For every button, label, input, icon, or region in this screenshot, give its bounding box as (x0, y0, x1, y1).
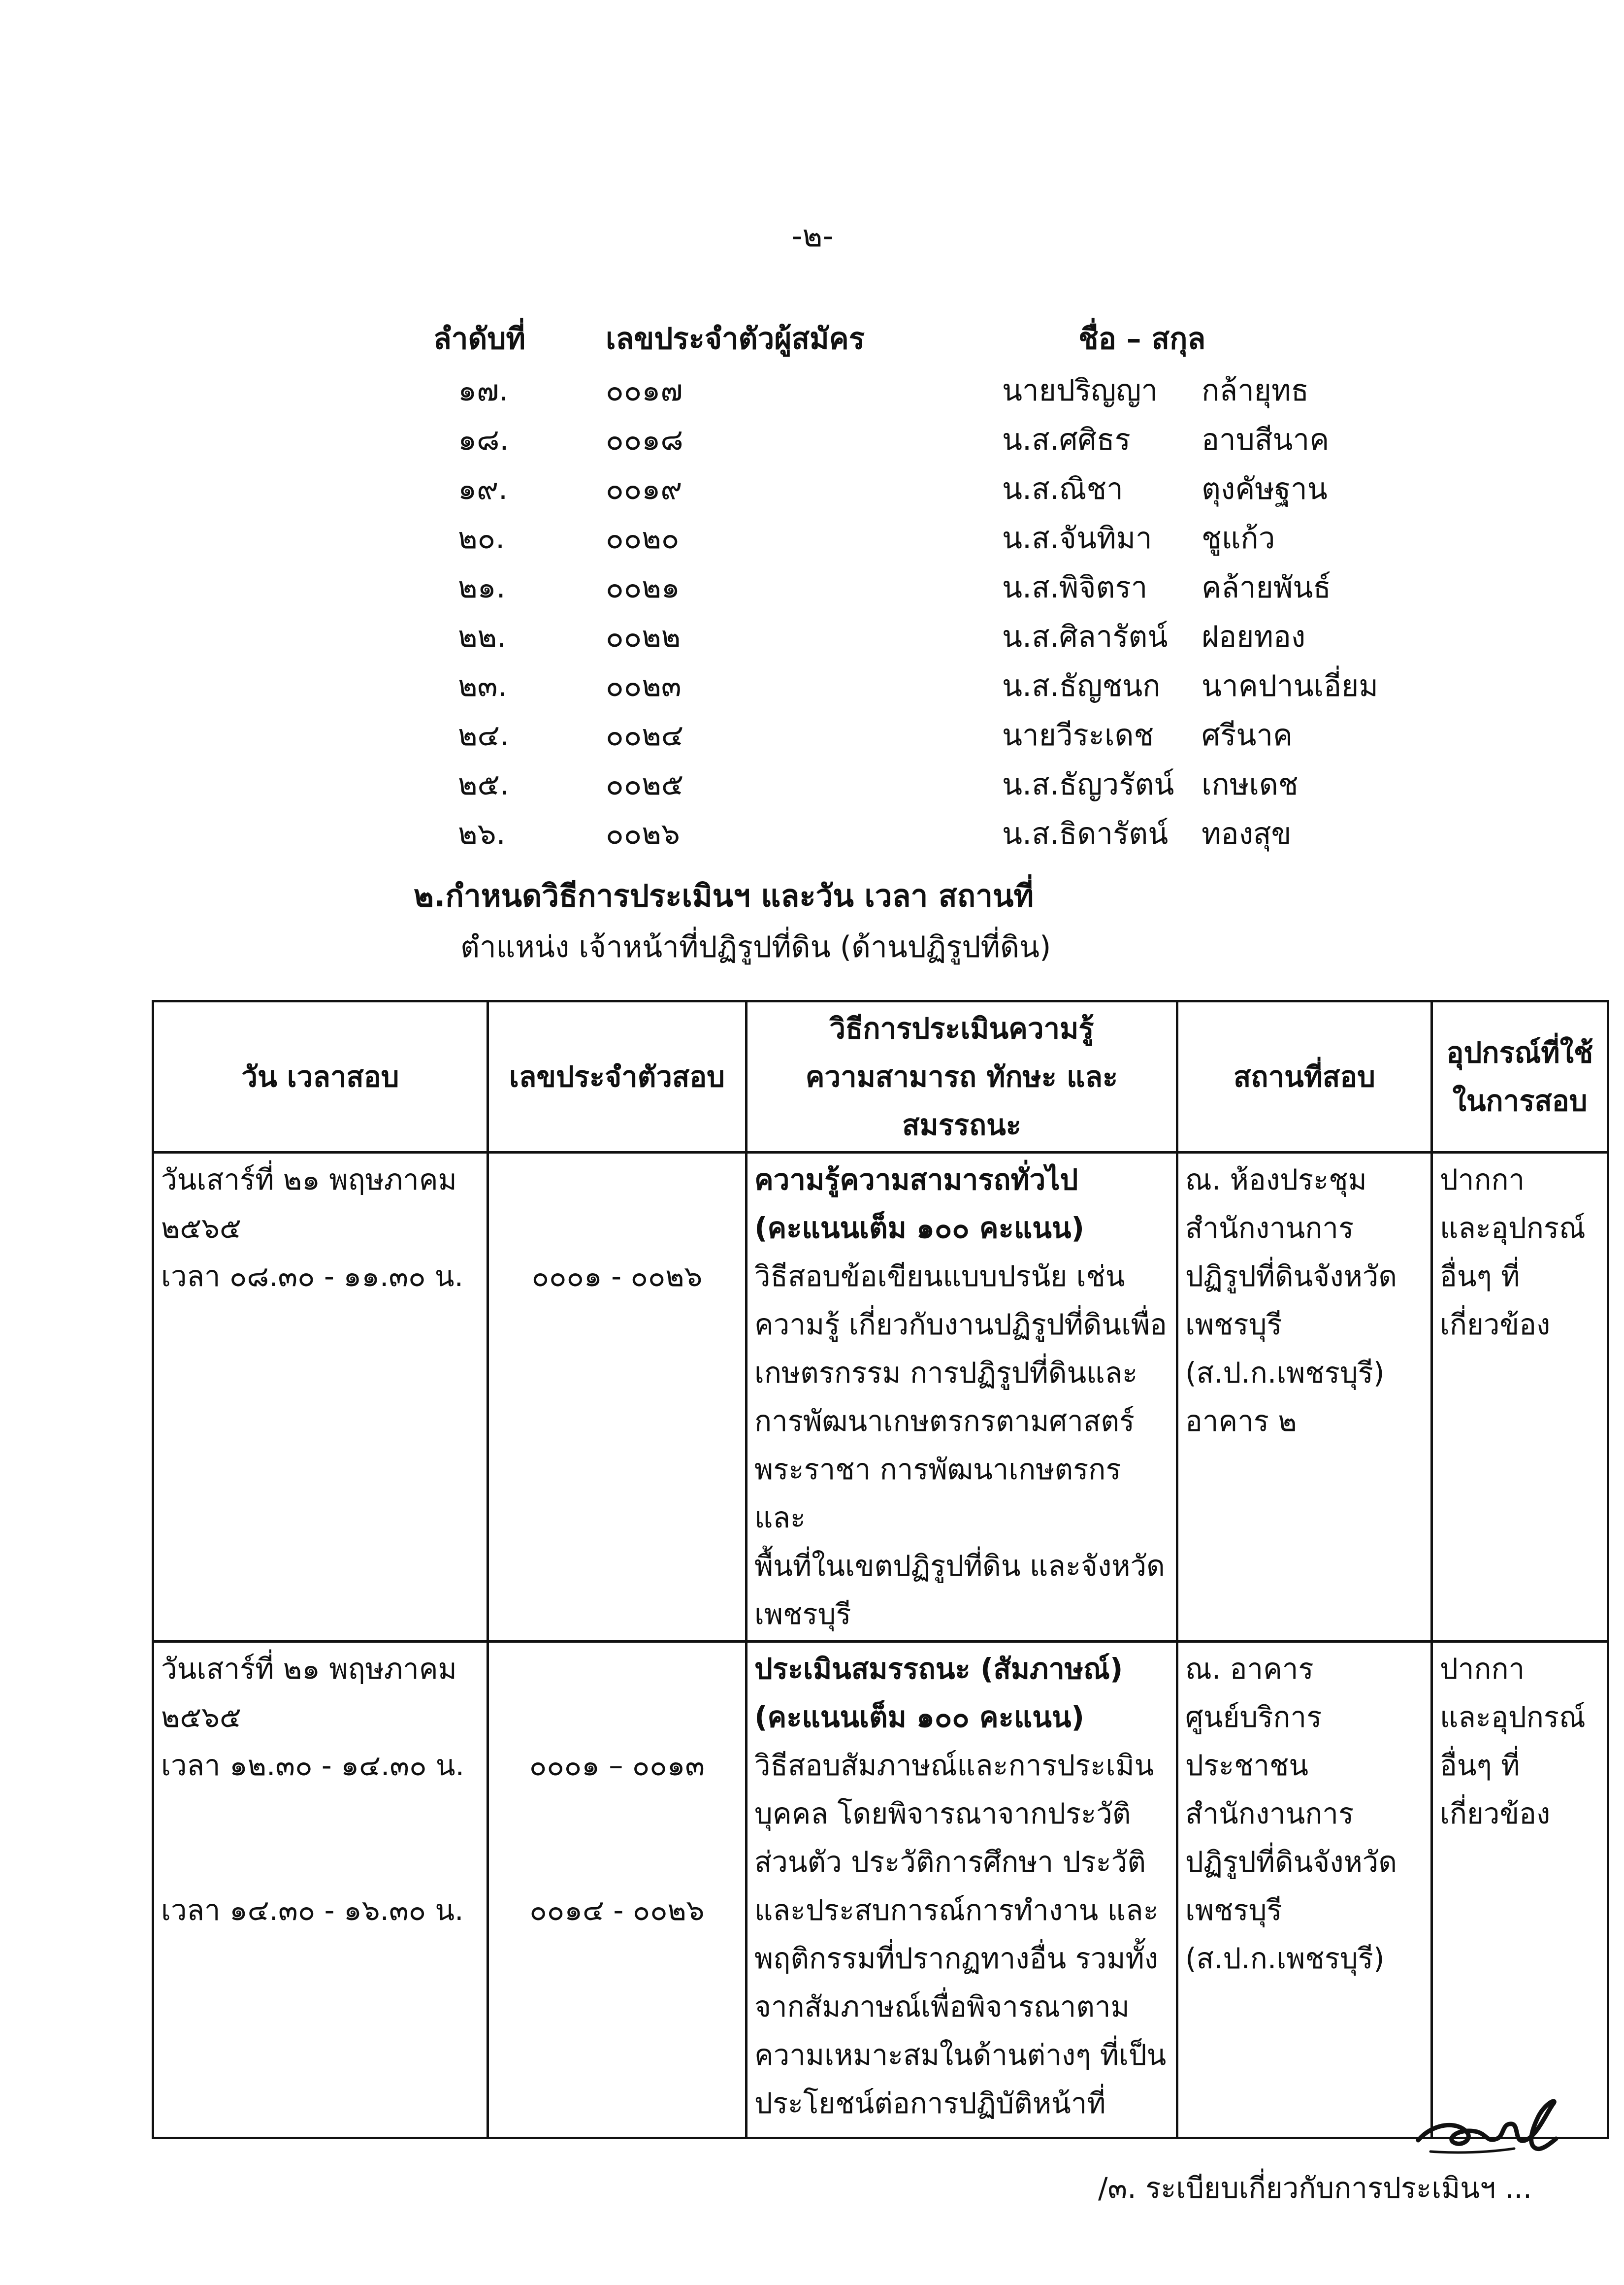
cell-line: เพชรบุรี (754, 1597, 851, 1631)
row-applicant-id: ๐๐๒๓ (606, 669, 682, 703)
row-last-name: ตุงคัษฐาน (1202, 472, 1328, 506)
row2-date: วันเสาร์ที่ ๒๑ พฤษภาคม ๒๕๖๕ เวลา ๑๒.๓๐ - ๑๔.๓๐ น. เวลา ๑๔.๓๐ - ๑๖.๓๐ น. (153, 1642, 488, 2138)
row-last-name: กล้ายุทธ (1202, 373, 1309, 408)
row-number: ๒๑. (458, 570, 506, 605)
row-first-name: นายปริญญา (1002, 373, 1158, 408)
row-applicant-id: ๐๐๑๙ (606, 472, 682, 506)
row-first-name: น.ส.ธิดารัตน์ (1002, 817, 1169, 851)
cell-line: บุคคล โดยพิจารณาจากประวัติ (754, 1797, 1131, 1830)
cell-line: (ส.ป.ก.เพชรบุรี) (1185, 1356, 1385, 1390)
cell-line: เพชรบุรี (1185, 1308, 1282, 1341)
cell-line: ความรู้ เกี่ยวกับงานปฏิรูปที่ดินเพื่อ (754, 1308, 1167, 1341)
cell-line: ประโยชน์ต่อการปฏิบัติหน้าที่ (754, 2086, 1106, 2120)
cell-line: ณ. อาคาร (1185, 1652, 1314, 1686)
list-header-name: ชื่อ – สกุล (1078, 322, 1206, 356)
cell-line: ศูนย์บริการ (1185, 1700, 1322, 1734)
row-first-name: น.ส.ธัญชนก (1002, 669, 1161, 703)
signature (1413, 2093, 1561, 2162)
section-2-subtitle: ตำแหน่ง เจ้าหน้าที่ปฏิรูปที่ดิน (ด้านปฏิรูปที่ดิน) (460, 930, 1051, 964)
cell-line: ณ. ห้องประชุม (1185, 1163, 1367, 1196)
cell-line: การพัฒนาเกษตรกรตามศาสตร์ (754, 1404, 1135, 1438)
row-applicant-id: ๐๐๒๐ (606, 521, 680, 556)
list-header-no: ลำดับที่ (433, 322, 526, 356)
row-applicant-id: ๐๐๒๔ (606, 718, 684, 753)
row2-tools (1432, 1642, 1608, 2138)
cell-line: วิธีสอบสัมภาษณ์และการประเมิน (754, 1749, 1154, 1782)
section-2-title: ๒.กำหนดวิธีการประเมินฯ และวัน เวลา สถานที่ (414, 878, 1034, 914)
row-number: ๒๒. (458, 620, 507, 654)
row-applicant-id: ๐๐๒๕ (606, 767, 684, 802)
row-first-name: น.ส.ศิลารัตน์ (1002, 620, 1168, 654)
cell-line: เกี่ยวข้อง (1440, 1797, 1551, 1830)
row-number: ๒๓. (458, 669, 507, 703)
cell-line: ปฏิรูปที่ดินจังหวัด (1185, 1259, 1397, 1293)
row-first-name: น.ส.ศศิธร (1002, 423, 1131, 457)
row-last-name: เกษเดช (1202, 767, 1299, 802)
th-tools: อุปกรณ์ที่ใช้ ในการสอบ (1432, 1001, 1608, 1153)
cell-line: พฤติกรรมที่ปรากฏทางอื่น รวมทั้ง (754, 1942, 1159, 1975)
cell-line: ปฏิรูปที่ดินจังหวัด (1185, 1845, 1397, 1879)
cell-line: ปากกา (1440, 1652, 1525, 1686)
row-first-name: นายวีระเดช (1002, 718, 1154, 753)
row-first-name: น.ส.จันทิมา (1002, 521, 1152, 556)
row-number: ๒๖. (458, 817, 506, 851)
row-applicant-id: ๐๐๒๖ (606, 817, 680, 851)
row-last-name: นาคปานเอี่ยม (1202, 669, 1378, 703)
list-header-id: เลขประจำตัวผู้สมัคร (606, 322, 865, 356)
row-applicant-id: ๐๐๒๒ (606, 620, 681, 654)
cell-line: อื่นๆ ที่ (1440, 1259, 1520, 1293)
row-number: ๒๐. (458, 521, 505, 556)
cell-line: และประสบการณ์การทำงาน และ (754, 1893, 1159, 1927)
row-last-name: คล้ายพันธ์ (1202, 570, 1331, 605)
row-last-name: ศรีนาค (1202, 718, 1293, 753)
cell-line: เพชรบุรี (1185, 1893, 1282, 1927)
cell-line: ปากกา (1440, 1163, 1525, 1196)
table-row (153, 1153, 1608, 1642)
row-number: ๒๔. (458, 718, 510, 753)
th-method: วิธีการประเมินความรู้ ความสามารถ ทักษะ และ สมรรถนะ (747, 1001, 1177, 1153)
th-date: วัน เวลาสอบ (153, 1001, 488, 1153)
cell-line: อาคาร ๒ (1185, 1404, 1297, 1438)
row1-range: ๐๐๐๑ - ๐๐๒๖ (488, 1153, 747, 1642)
row-last-name: ชูแก้ว (1202, 521, 1275, 556)
row1-place (1177, 1153, 1432, 1642)
cell-line: และอุปกรณ์ (1440, 1700, 1586, 1734)
row-last-name: ทองสุข (1202, 817, 1292, 851)
cell-line: ประชาชน (1185, 1749, 1309, 1782)
page-number: -๒- (791, 218, 834, 254)
cell-line: อื่นๆ ที่ (1440, 1749, 1520, 1782)
cell-line: เกษตรกรรม การปฏิรูปที่ดินและ (754, 1356, 1138, 1390)
row-number: ๒๕. (458, 767, 510, 802)
row-last-name: อาบสีนาค (1202, 423, 1330, 457)
cell-line: สำนักงานการ (1185, 1797, 1354, 1830)
cell-line: เกี่ยวข้อง (1440, 1308, 1551, 1341)
row-number: ๑๘. (458, 423, 509, 457)
row2-method: ประเมินสมรรถนะ (สัมภาษณ์) (คะแนนเต็ม ๑๐๐ คะแนน) วิธีสอบสัมภาษณ์และการประเมิน บุคคล โดยพิจารณาจากประวัติ ส่วนตัว ประวัติการศึกษา ประวัติ และประสบการณ์การทำงาน และ พฤติกรรมที่ปรากฏทางอื่น รวมทั้ง จากสัมภาษณ์เพื่อพิจารณาตาม ความเหมาะสมในด้านต่างๆ ที่เป็น ประโยชน์ต่อการปฏิบัติหน้าที่ (747, 1642, 1177, 2138)
row2-range: ๐๐๐๑ – ๐๐๑๓ ๐๐๑๔ - ๐๐๒๖ (488, 1642, 747, 2138)
cell-line: ส่วนตัว ประวัติการศึกษา ประวัติ (754, 1845, 1146, 1879)
footer-continuation: /๓. ระเบียบเกี่ยวกับการประเมินฯ ... (1098, 2171, 1532, 2205)
row-first-name: น.ส.พิจิตรา (1002, 570, 1148, 605)
row1-tools (1432, 1153, 1608, 1642)
cell-line: จากสัมภาษณ์เพื่อพิจารณาตาม (754, 1990, 1130, 2023)
row-applicant-id: ๐๐๑๘ (606, 423, 683, 457)
th-exam-id: เลขประจำตัวสอบ (488, 1001, 747, 1153)
th-place: สถานที่สอบ (1177, 1001, 1432, 1153)
row-first-name: น.ส.ณิชา (1002, 472, 1123, 506)
schedule-table (152, 1000, 1609, 2139)
row-first-name: น.ส.ธัญวรัตน์ (1002, 767, 1174, 802)
cell-line: พื้นที่ในเขตปฏิรูปที่ดิน และจังหวัด (754, 1549, 1165, 1583)
row-applicant-id: ๐๐๑๗ (606, 373, 683, 408)
row-applicant-id: ๐๐๒๑ (606, 570, 680, 605)
cell-line: วิธีสอบข้อเขียนแบบปรนัย เช่น (754, 1259, 1125, 1293)
cell-line: (ส.ป.ก.เพชรบุรี) (1185, 1942, 1385, 1975)
table-row (153, 1642, 1608, 2138)
cell-line: ความเหมาะสมในด้านต่างๆ ที่เป็น (754, 2038, 1167, 2072)
row-last-name: ฝอยทอง (1202, 620, 1306, 654)
cell-line: พระราชา การพัฒนาเกษตรกรและ (754, 1453, 1121, 1534)
row1-method: ความรู้ความสามารถทั่วไป (คะแนนเต็ม ๑๐๐ คะแนน) วิธีสอบข้อเขียนแบบปรนัย เช่น ความรู้ เกี่ยวกับงานปฏิรูปที่ดินเพื่อ เกษตรกรรม การปฏิรูปที่ดินและ การพัฒนาเกษตรกรตามศาสตร์ พระราชา การพัฒนาเกษตรกรและ พื้นที่ในเขตปฏิรูปที่ดิน และจังหวัด เพชรบุรี (747, 1153, 1177, 1642)
row1-date: วันเสาร์ที่ ๒๑ พฤษภาคม ๒๕๖๕ เวลา ๐๘.๓๐ - ๑๑.๓๐ น. (153, 1153, 488, 1642)
row-number: ๑๗. (458, 373, 509, 408)
row2-place (1177, 1642, 1432, 2138)
row-number: ๑๙. (458, 472, 508, 506)
cell-line: และอุปกรณ์ (1440, 1211, 1586, 1245)
cell-line: สำนักงานการ (1185, 1211, 1354, 1245)
